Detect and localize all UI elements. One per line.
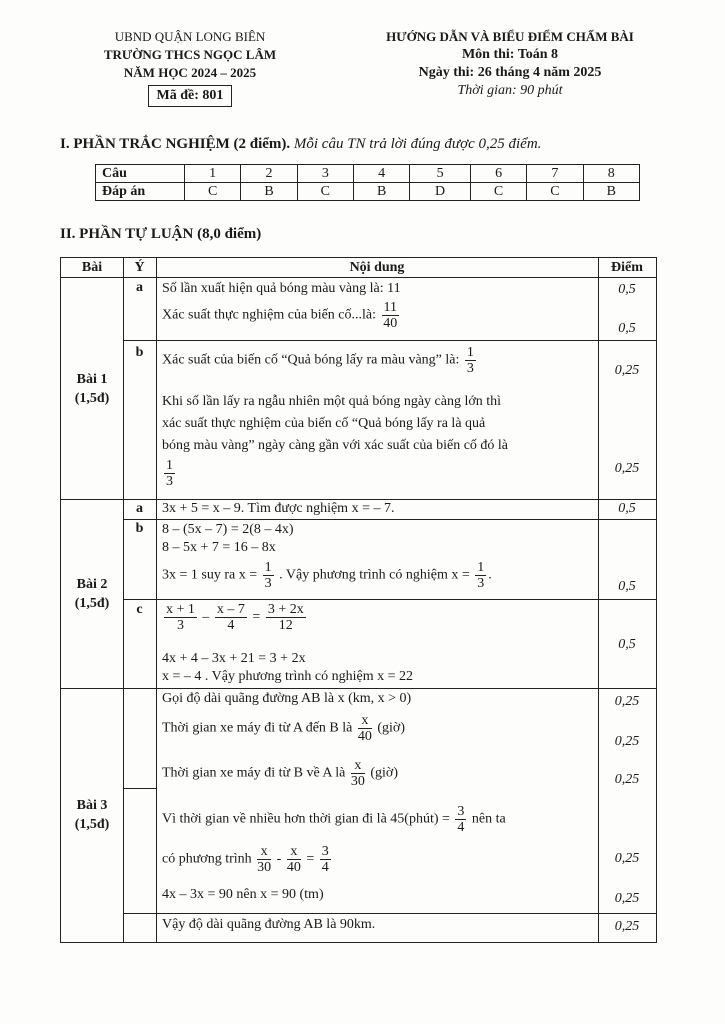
mc-answer-table (95, 164, 640, 201)
bai3-line5-text: có phương trình (162, 851, 252, 867)
bai3-line3 (162, 758, 398, 789)
bai3-line3-fraction (351, 758, 365, 789)
fraction-denominator: 3 (477, 576, 485, 591)
bai3-points: (1,5đ) (74, 817, 110, 832)
bai1-points: (1,5đ) (74, 391, 110, 406)
fraction-denominator: 4 (321, 860, 329, 875)
bai3-line2 (162, 713, 405, 744)
mc-answer: B (353, 183, 409, 201)
bai3-name: Bài 3 (76, 798, 108, 813)
mc-answer: B (241, 183, 297, 201)
fraction-numerator: x (358, 713, 372, 729)
score-bai1-b1: 0,25 (614, 363, 640, 378)
fraction-numerator: 11 (383, 300, 397, 315)
bai2-c-fraction3 (266, 602, 306, 633)
exam-subject: Môn thi: Toán 8 (461, 47, 559, 62)
bai1-b-line2: Khi số lần lấy ra ngẫu nhiên một quả bóng ngày càng lớn thì (162, 394, 502, 409)
essay-grading-table (60, 257, 657, 943)
bai1-b-text: Xác suất của biến cố “Quả bóng lấy ra màu vàng” là: (162, 352, 460, 368)
bai2-b-text1: 3x = 1 suy ra x = (162, 567, 258, 583)
fraction-denominator: 30 (350, 774, 365, 789)
score-bai3-5: 0,25 (614, 851, 640, 866)
fraction-denominator: 30 (257, 860, 272, 875)
bai3-line4-text: Vì thời gian về nhiều hơn thời gian đi là 45(phút) = (162, 811, 450, 827)
fraction-denominator: 3 (264, 576, 272, 591)
district-name: UBND QUẬN LONG BIÊN (114, 29, 266, 44)
bai2-c-label: c (136, 602, 143, 617)
fraction-numerator: 1 (166, 458, 173, 473)
bai1-b-line3: xác suất thực nghiệm của biến cố “Quả bóng lấy ra là quả (162, 416, 486, 431)
score-bai3-6: 0,25 (614, 891, 640, 906)
fraction-denominator: 3 (176, 618, 184, 633)
bai1-b-label: b (135, 345, 144, 360)
mc-question-num: 7 (527, 165, 583, 183)
score-bai3-1: 0,25 (614, 694, 640, 709)
bai1-b-line1 (162, 345, 478, 376)
fraction-numerator: x (351, 758, 365, 774)
fraction-numerator: x + 1 (166, 602, 195, 617)
bai1-a-line1: Số lần xuất hiện quả bóng màu vàng là: 11 (162, 281, 401, 296)
bai2-b-fraction2 (475, 560, 486, 591)
col-header-content: Nội dung (349, 260, 405, 275)
bai3-line2-text: Thời gian xe máy đi từ A đến B là (162, 720, 353, 736)
exam-date: Ngày thi: 26 tháng 4 năm 2025 (418, 65, 602, 80)
school-header (60, 28, 320, 107)
bai2-b-line2: 8 – 5x + 7 = 16 – 8x (162, 540, 276, 555)
section2-title: II. PHẦN TỰ LUẬN (8,0 điểm) (60, 226, 262, 242)
mc-question-num: 6 (470, 165, 526, 183)
bai3-line5-fraction1 (257, 844, 271, 875)
fraction-denominator: 12 (278, 618, 293, 633)
bai3-line5: có phương trình $\frac{x}{30}$ - $\frac{x}{40}$ = $\frac{3}{4}$ (162, 844, 329, 875)
score-bai1-a1: 0,5 (618, 282, 636, 297)
bai3-line3-unit: (giờ) (370, 765, 398, 781)
fraction-denominator: 4 (227, 618, 235, 633)
doc-title: HƯỚNG DẪN VÀ BIỂU ĐIỂM CHẤM BÀI (386, 29, 634, 44)
fraction-numerator: 3 (321, 844, 329, 859)
bai2-c-line3: x = – 4 . Vậy phương trình có nghiệm x = 22 (162, 669, 414, 684)
mc-answer: D (410, 183, 471, 201)
bai3-line3-text: Thời gian xe máy đi từ B về A là (162, 765, 346, 781)
mc-answer: C (470, 183, 526, 201)
bai3-line6: 4x – 3x = 90 nên x = 90 (tm) (162, 887, 324, 902)
section1-heading (60, 136, 541, 153)
fraction-denominator: 40 (357, 729, 372, 744)
fraction-denominator: 4 (457, 820, 465, 835)
bai3-line4 (162, 804, 506, 835)
fraction-numerator: 3 (457, 804, 465, 819)
bai3-line2-fraction (358, 713, 372, 744)
exam-code: Mã đề: 801 (148, 85, 233, 107)
fraction-denominator: 40 (383, 316, 398, 331)
bai2-b-line1: 8 – (5x – 7) = 2(8 – 4x) (162, 522, 294, 537)
mc-question-num: 4 (353, 165, 409, 183)
score-bai3-3: 0,25 (614, 772, 640, 787)
score-bai2-a: 0,5 (618, 501, 636, 516)
bai3-line1: Gọi độ dài quãng đường AB là x (km, x > 0) (162, 691, 412, 706)
bai3-line5-fraction3 (320, 844, 331, 875)
score-bai1-b2: 0,25 (614, 461, 640, 476)
bai2-b-label: b (135, 521, 144, 536)
bai2-c-fraction2 (215, 602, 247, 633)
bai1-a-fraction (382, 300, 399, 331)
bai1-a-text: Xác suất thực nghiệm của biến cố...là: (162, 307, 377, 323)
bai1-b-line4: bóng màu vàng” ngày càng gần với xác suất của biến cố đó là (162, 438, 509, 453)
score-bai3-2: 0,25 (614, 734, 640, 749)
fraction-numerator: 3 + 2x (267, 602, 304, 617)
bai1-b-fraction (465, 345, 476, 376)
bai2-label (61, 575, 123, 613)
exam-duration: Thời gian: 90 phút (457, 83, 563, 98)
mc-answer: C (527, 183, 583, 201)
mc-question-num: 2 (241, 165, 297, 183)
bai1-a-line2 (162, 300, 401, 331)
mc-row-label: Câu (96, 165, 185, 183)
bai3-line7: Vậy độ dài quãng đường AB là 90km. (162, 917, 376, 932)
section1-title: I. PHẦN TRẮC NGHIỆM (2 điểm). (60, 136, 291, 152)
mc-answer: C (185, 183, 241, 201)
fraction-denominator: 3 (166, 474, 173, 489)
bai1-b-fraction2 (164, 458, 175, 489)
bai3-line4-fraction (455, 804, 466, 835)
mc-row-label: Đáp án (96, 183, 185, 201)
school-year: NĂM HỌC 2024 – 2025 (123, 65, 257, 80)
bai2-a-label: a (136, 501, 143, 516)
bai2-points: (1,5đ) (74, 596, 110, 611)
fraction-numerator: 1 (264, 560, 272, 575)
bai3-line5-fraction2 (287, 844, 301, 875)
bai2-b-line3: 3x = 1 suy ra x = $\frac{1}{3}$ . Vậy phương trình có nghiệm x = $\frac{1}{3}$ . (162, 560, 492, 591)
bai1-a-label: a (136, 280, 143, 295)
section1-note: Mỗi câu TN trả lời đúng được 0,25 điểm. (293, 136, 542, 152)
fraction-denominator: 40 (286, 860, 301, 875)
fraction-numerator: x (257, 844, 271, 860)
bai2-b-text2: . Vậy phương trình có nghiệm x = (279, 567, 470, 583)
mc-answer: C (297, 183, 353, 201)
mc-question-num: 1 (185, 165, 241, 183)
col-header-score: Điểm (611, 260, 643, 275)
fraction-denominator: 3 (466, 361, 474, 376)
score-bai2-c: 0,5 (618, 637, 636, 652)
bai2-c-fraction1 (164, 602, 197, 633)
mc-question-num: 3 (297, 165, 353, 183)
fraction-numerator: 1 (466, 345, 474, 360)
fraction-numerator: 1 (477, 560, 485, 575)
bai1-label (61, 370, 123, 408)
fraction-numerator: x (287, 844, 301, 860)
mc-answer: B (583, 183, 639, 201)
bai2-c-line2: 4x + 4 – 3x + 21 = 3 + 2x (162, 651, 306, 666)
bai2-c-line1: $\frac{x + 1}{3}$ – $\frac{x - 7}{4}$ = $\frac{3 + 2x}{12}$ (166, 602, 304, 633)
bai1-b-line5 (162, 458, 177, 489)
mc-question-num: 8 (583, 165, 639, 183)
bai3-label (61, 796, 123, 834)
exam-header (345, 28, 675, 100)
bai2-name: Bài 2 (76, 577, 108, 592)
bai3-line4-end: nên ta (471, 811, 506, 827)
mc-answer-row (96, 183, 640, 201)
col-header-y: Ý (134, 260, 145, 275)
score-bai3-7: 0,25 (614, 919, 640, 934)
bai1-name: Bài 1 (76, 372, 108, 387)
mc-question-row (96, 165, 640, 183)
bai2-b-fraction1 (263, 560, 274, 591)
fraction-numerator: x – 7 (216, 602, 245, 617)
bai3-line2-unit: (giờ) (377, 720, 405, 736)
mc-question-num: 5 (410, 165, 471, 183)
col-header-bai: Bài (81, 260, 103, 275)
score-bai2-b: 0,5 (618, 579, 636, 594)
section2-heading (60, 226, 261, 243)
bai2-a-line1: 3x + 5 = x – 9. Tìm được nghiệm x = – 7. (162, 501, 395, 516)
score-bai1-a2: 0,5 (618, 321, 636, 336)
school-name: TRƯỜNG THCS NGỌC LÂM (103, 47, 277, 62)
